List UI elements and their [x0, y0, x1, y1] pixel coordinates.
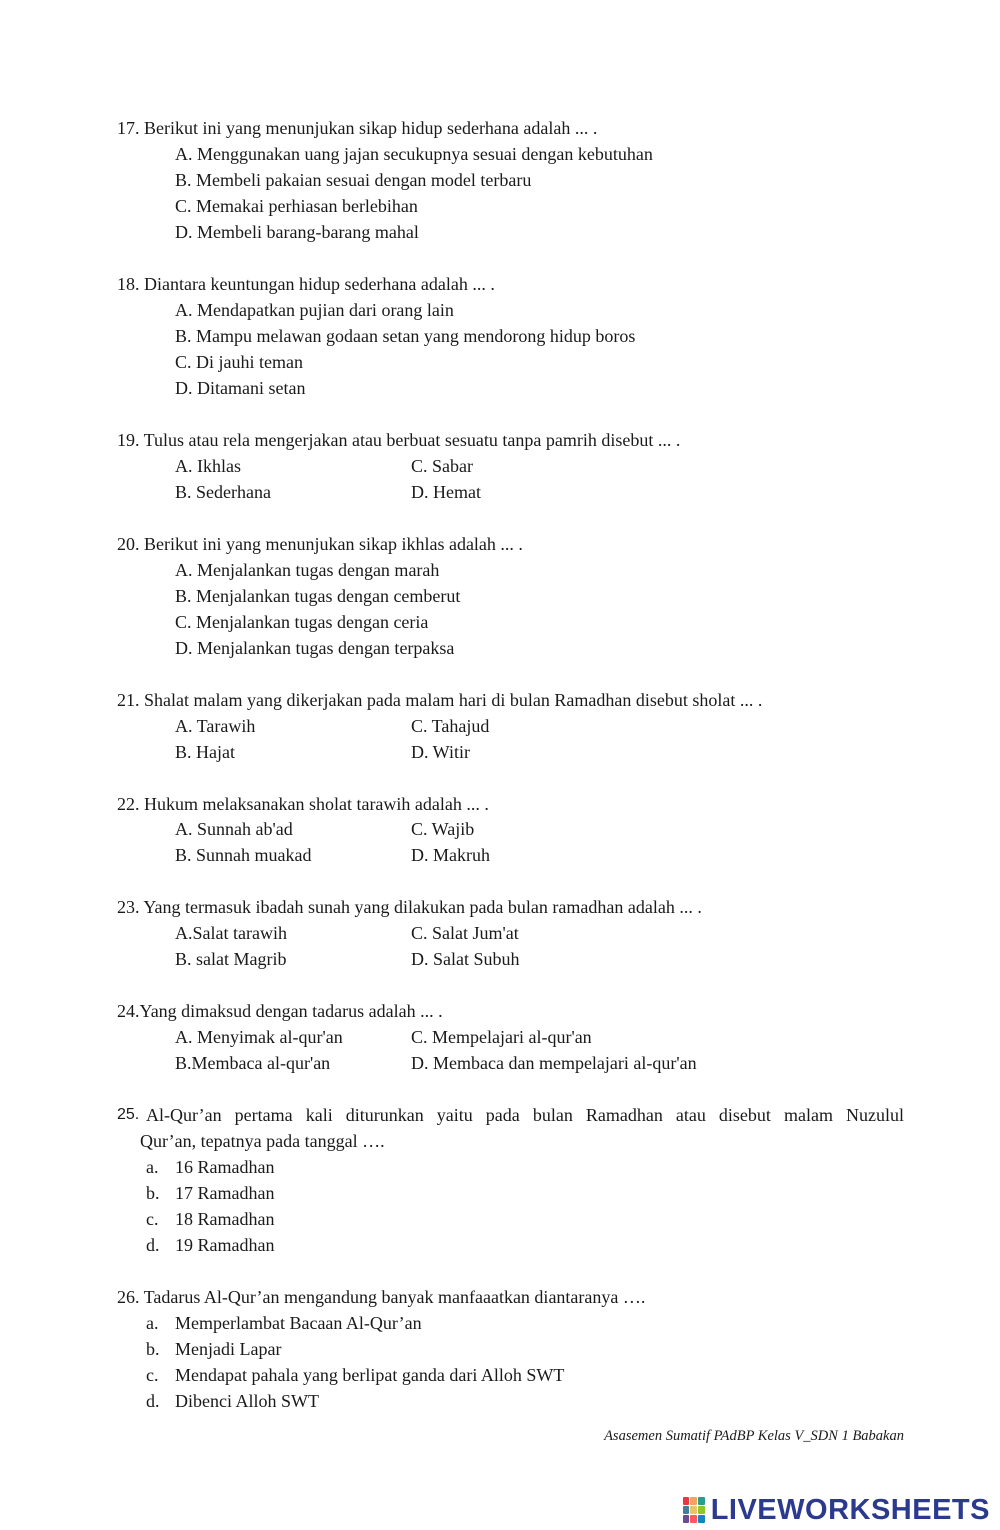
question-18-option-c: C. Di jauhi teman: [175, 352, 303, 372]
question-21-option-b: B. Hajat: [175, 742, 235, 762]
question-25-option-d: 19 Ramadhan: [175, 1235, 275, 1255]
question-17-option-b: B. Membeli pakaian sesuai dengan model terbaru: [175, 170, 532, 190]
question-23-option-a: A.Salat tarawih: [175, 923, 287, 943]
question-24-stem: 24.Yang dimaksud dengan tadarus adalah ... .: [117, 1001, 443, 1021]
question-24-option-c: C. Mempelajari al-qur'an: [411, 1027, 592, 1047]
question-19-option-b: B. Sederhana: [175, 482, 271, 502]
question-17-option-a: A. Menggunakan uang jajan secukupnya sesuai dengan kebutuhan: [175, 144, 653, 164]
question-26-letter-d: d.: [146, 1391, 160, 1411]
question-25-letter-d: d.: [146, 1235, 160, 1255]
question-25-stem-line2: Qur’an, tepatnya pada tanggal ….: [140, 1131, 385, 1151]
page-footer: Asasemen Sumatif PAdBP Kelas V_SDN 1 Babakan: [604, 1428, 904, 1444]
question-21-option-d: D. Witir: [411, 742, 470, 762]
question-18-stem: 18. Diantara keuntungan hidup sederhana adalah ... .: [117, 274, 495, 294]
question-19-option-d: D. Hemat: [411, 482, 481, 502]
question-26-letter-c: c.: [146, 1365, 159, 1385]
question-19-stem: 19. Tulus atau rela mengerjakan atau berbuat sesuatu tanpa pamrih disebut ... .: [117, 430, 681, 450]
question-23-option-d: D. Salat Subuh: [411, 949, 520, 969]
question-21-stem: 21. Shalat malam yang dikerjakan pada malam hari di bulan Ramadhan disebut sholat ... .: [117, 690, 763, 710]
question-26-option-c: Mendapat pahala yang berlipat ganda dari Alloh SWT: [175, 1365, 565, 1385]
question-22-option-a: A. Sunnah ab'ad: [175, 819, 293, 839]
question-21-option-c: C. Tahajud: [411, 716, 490, 736]
question-17-option-d: D. Membeli barang-barang mahal: [175, 222, 419, 242]
question-25-letter-c: c.: [146, 1209, 159, 1229]
question-23-option-c: C. Salat Jum'at: [411, 923, 519, 943]
question-25-letter-b: b.: [146, 1183, 160, 1203]
liveworksheets-logo-text: LIVEWORKSHEETS: [710, 1493, 990, 1526]
question-25-stem-line1: Al-Qur’an pertama kali diturunkan yaitu pada bulan Ramadhan atau disebut malam Nuzulul: [146, 1105, 904, 1125]
question-20-option-d: D. Menjalankan tugas dengan terpaksa: [175, 638, 455, 658]
question-26-letter-a: a.: [146, 1313, 159, 1333]
question-22-stem: 22. Hukum melaksanakan sholat tarawih adalah ... .: [117, 794, 489, 814]
question-22-option-c: C. Wajib: [411, 819, 475, 839]
question-25-letter-a: a.: [146, 1157, 159, 1177]
liveworksheets-logo: [683, 1494, 990, 1526]
question-24-option-b: B.Membaca al-qur'an: [175, 1053, 331, 1073]
question-22-option-d: D. Makruh: [411, 845, 490, 865]
question-26-stem: 26. Tadarus Al-Qur’an mengandung banyak manfaaatkan diantaranya ….: [117, 1287, 646, 1307]
question-20-option-a: A. Menjalankan tugas dengan marah: [175, 560, 440, 580]
question-26-letter-b: b.: [146, 1339, 160, 1359]
question-21-option-a: A. Tarawih: [175, 716, 256, 736]
question-26-option-a: Memperlambat Bacaan Al-Qur’an: [175, 1313, 422, 1333]
question-17-option-c: C. Memakai perhiasan berlebihan: [175, 196, 418, 216]
question-18-option-d: D. Ditamani setan: [175, 378, 306, 398]
liveworksheets-logo-icon: [683, 1497, 705, 1523]
question-25-option-a: 16 Ramadhan: [175, 1157, 275, 1177]
question-20-stem: 20. Berikut ini yang menunjukan sikap ikhlas adalah ... .: [117, 534, 523, 554]
question-25-option-b: 17 Ramadhan: [175, 1183, 275, 1203]
question-20-option-c: C. Menjalankan tugas dengan ceria: [175, 612, 429, 632]
question-23-stem: 23. Yang termasuk ibadah sunah yang dilakukan pada bulan ramadhan adalah ... .: [117, 897, 702, 917]
question-18-option-a: A. Mendapatkan pujian dari orang lain: [175, 300, 454, 320]
question-19-option-a: A. Ikhlas: [175, 456, 241, 476]
question-18-option-b: B. Mampu melawan godaan setan yang mendorong hidup boros: [175, 326, 636, 346]
question-24-option-d: D. Membaca dan mempelajari al-qur'an: [411, 1053, 697, 1073]
question-17-stem: 17. Berikut ini yang menunjukan sikap hidup sederhana adalah ... .: [117, 118, 598, 138]
question-26-option-b: Menjadi Lapar: [175, 1339, 282, 1359]
question-25-option-c: 18 Ramadhan: [175, 1209, 275, 1229]
question-22-option-b: B. Sunnah muakad: [175, 845, 312, 865]
question-23-option-b: B. salat Magrib: [175, 949, 287, 969]
question-20-option-b: B. Menjalankan tugas dengan cemberut: [175, 586, 461, 606]
question-19-option-c: C. Sabar: [411, 456, 473, 476]
question-25-number: 25.: [117, 1106, 140, 1123]
question-24-option-a: A. Menyimak al-qur'an: [175, 1027, 343, 1047]
question-26-option-d: Dibenci Alloh SWT: [175, 1391, 319, 1411]
